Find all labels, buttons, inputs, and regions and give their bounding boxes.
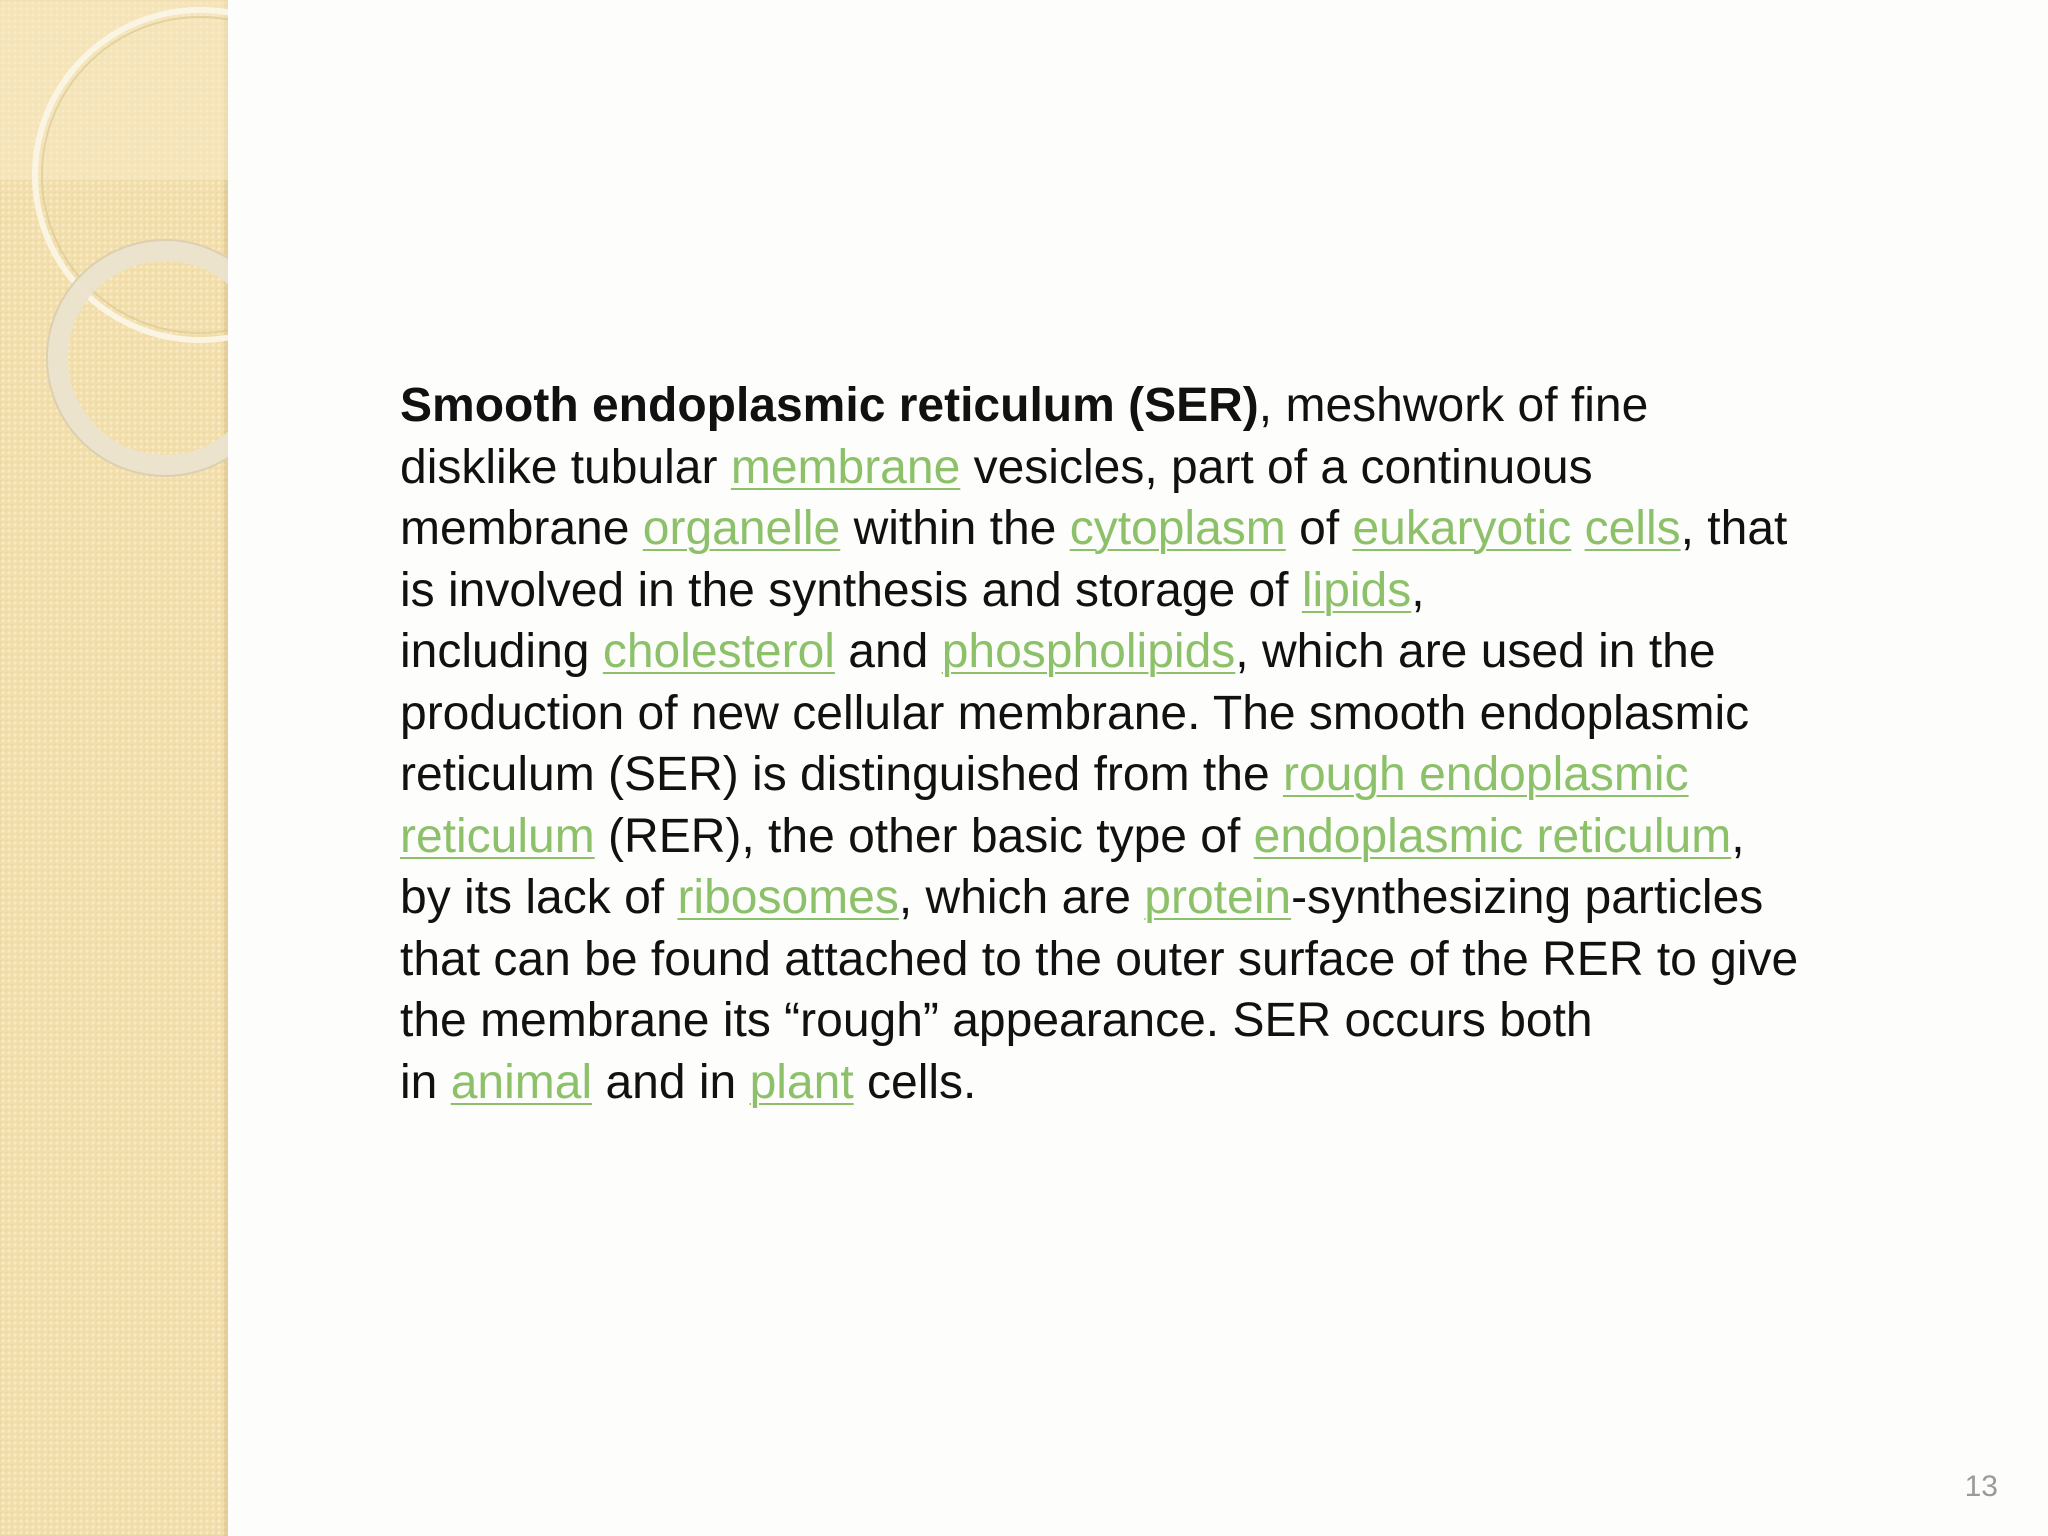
text-segment: reticulum (SER) is distinguished from the (400, 748, 1283, 801)
text-segment: membrane (400, 502, 643, 555)
text-segment: within the (840, 502, 1070, 555)
text-segment: vesicles, part of a continuous (960, 440, 1593, 494)
text-line (400, 437, 1920, 499)
link-plant[interactable]: plant (749, 1055, 854, 1109)
text-segment: , that (1680, 502, 1788, 555)
link-phospholipids[interactable]: phospholipids (941, 625, 1236, 678)
text-segment: and (834, 625, 942, 678)
link-lipids[interactable]: lipids (1301, 563, 1412, 617)
text-segment: including (400, 625, 603, 678)
link-protein[interactable]: protein (1144, 871, 1292, 924)
text-segment: is involved in the synthesis and storage of (400, 563, 1302, 617)
text-segment: that can be found attached to the outer surface of the RER to give (400, 932, 1799, 986)
text-segment: in (400, 1055, 451, 1109)
text-line (400, 683, 1920, 745)
text-segment: by its lack of (400, 871, 678, 924)
text-segment: and in (592, 1055, 750, 1109)
text-line (400, 867, 1920, 929)
text-segment: , (1411, 563, 1425, 617)
text-line (400, 1052, 1920, 1114)
text-segment: production of new cellular membrane. The smooth endoplasmic (400, 686, 1750, 740)
link-rough-endoplasmic-reticulum[interactable]: rough endoplasmic (1282, 748, 1689, 801)
link-organelle[interactable]: organelle (642, 502, 841, 555)
link-animal[interactable]: animal (450, 1055, 593, 1109)
deco-thick-ring-outline (47, 240, 228, 476)
text-segment: cells. (853, 1055, 977, 1109)
text-segment: (RER), the other basic type of (594, 809, 1254, 863)
link-endoplasmic-reticulum[interactable]: endoplasmic reticulum (1253, 809, 1732, 863)
text-segment: of (1285, 502, 1353, 555)
text-line (400, 990, 1920, 1052)
text-line (400, 375, 1920, 437)
text-segment: , (1731, 809, 1745, 863)
text-segment: , meshwork of fine (1258, 379, 1649, 432)
link-rough-endoplasmic-reticulum-cont[interactable]: reticulum (400, 809, 595, 863)
link-cholesterol[interactable]: cholesterol (602, 625, 835, 678)
text-segment: -synthesizing particles (1291, 871, 1764, 924)
link-eukaryotic[interactable]: eukaryotic (1352, 502, 1572, 555)
bold-term: Smooth endoplasmic reticulum (SER) (400, 379, 1259, 432)
link-membrane[interactable]: membrane (730, 440, 961, 494)
text-line (400, 621, 1920, 683)
text-line (400, 929, 1920, 991)
deco-thick-ring (57, 250, 228, 466)
text-line (400, 744, 1920, 806)
link-ribosomes[interactable]: ribosomes (677, 871, 899, 924)
text-line (400, 560, 1920, 622)
text-segment: , which are (898, 871, 1145, 924)
text-segment: the membrane its “rough” appearance. SER occurs both (400, 994, 1593, 1047)
link-cytoplasm[interactable]: cytoplasm (1069, 502, 1286, 555)
link-cells[interactable]: cells (1584, 502, 1681, 555)
text-segment: disklike tubular (400, 440, 731, 494)
text-line (400, 498, 1920, 560)
text-line (400, 806, 1920, 868)
text-segment: , which are used in the (1235, 625, 1716, 678)
decorative-rings-graphic (0, 0, 228, 520)
page-number: 13 (1964, 1470, 1998, 1503)
slide-body-paragraph (400, 375, 1920, 1113)
